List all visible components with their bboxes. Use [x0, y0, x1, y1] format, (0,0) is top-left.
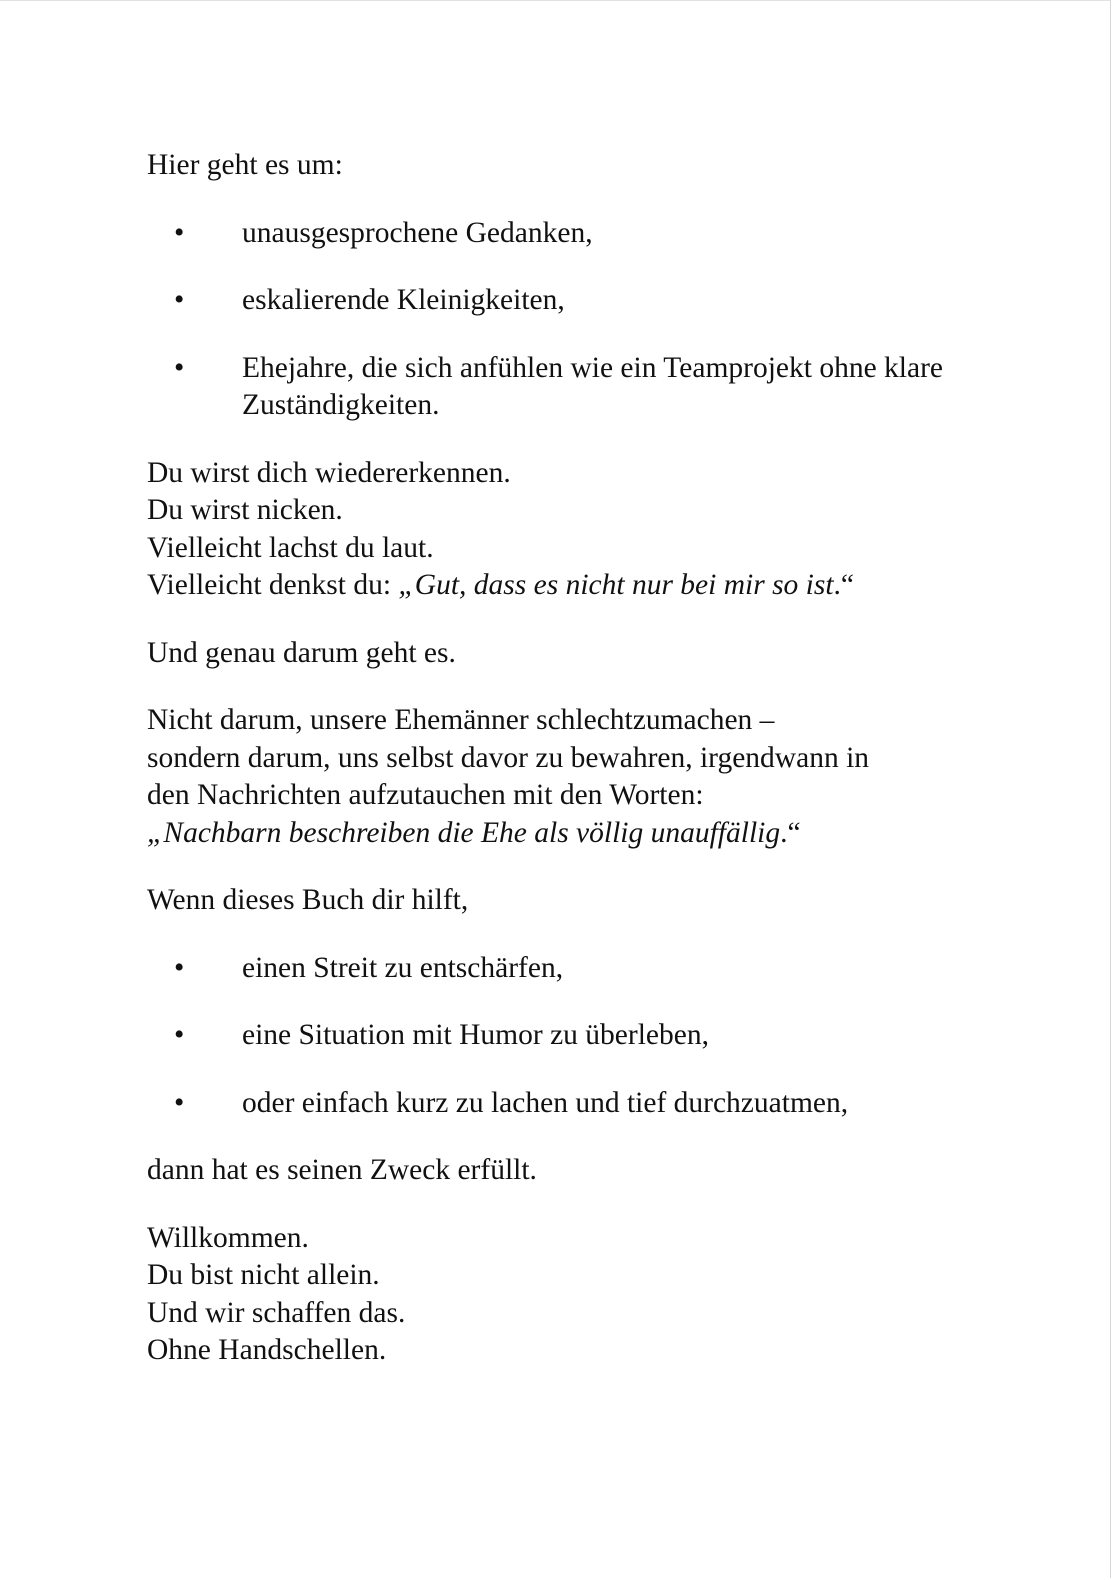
- recognition-quote: „Gut, dass es nicht nur bei mir so ist: [398, 569, 834, 601]
- intro-heading: Hier geht es um:: [147, 149, 343, 181]
- closing-line-3: Und wir schaffen das.: [147, 1296, 406, 1329]
- list-item: • eine Situation mit Humor zu überleben,: [147, 1017, 947, 1055]
- help-conclusion: dann hat es seinen Zweck erfüllt.: [147, 1154, 537, 1186]
- purpose-line-2: sondern darum, uns selbst davor zu bewahren, irgendwann in: [147, 741, 870, 774]
- recognition-line-4-prefix: Vielleicht denkst du:: [147, 569, 399, 601]
- point-paragraph: Und genau darum geht es.: [147, 636, 456, 669]
- closing-line-2: Du bist nicht allein.: [147, 1259, 380, 1291]
- purpose-line-3: den Nachrichten aufzutauchen mit den Worten:: [147, 779, 704, 811]
- recognition-line-4: [147, 567, 947, 605]
- closing-line-4: Ohne Handschellen.: [147, 1334, 387, 1366]
- purpose-line-1: Nicht darum, unsere Ehemänner schlechtzumachen –: [147, 704, 775, 736]
- intro-bullet-list: [147, 215, 947, 425]
- closing-paragraph: [147, 1220, 947, 1370]
- purpose-quote-line: [147, 815, 947, 853]
- recognition-paragraph: [147, 455, 947, 605]
- recognition-quote-end: .“: [833, 569, 855, 601]
- list-item: • oder einfach kurz zu lachen und tief durchzuatmen,: [147, 1085, 947, 1123]
- page-body: [147, 147, 947, 1370]
- recognition-line-1: Du wirst dich wiedererkennen.: [147, 456, 511, 489]
- recognition-line-3: Vielleicht lachst du laut.: [147, 531, 434, 564]
- help-heading: Wenn dieses Buch dir hilft,: [147, 884, 469, 916]
- purpose-paragraph: [147, 702, 947, 852]
- purpose-quote: „Nachbarn beschreiben die Ehe als völlig unauffällig: [147, 816, 781, 849]
- list-item: • unausgesprochene Gedanken,: [147, 215, 947, 253]
- purpose-quote-end: .“: [780, 816, 801, 849]
- list-item: • eskalierende Kleinigkeiten,: [147, 282, 947, 320]
- recognition-line-2: Du wirst nicken.: [147, 494, 343, 526]
- help-bullet-list: [147, 950, 947, 1123]
- list-item: • Ehejahre, die sich anfühlen wie ein Teamprojekt ohne klare Zuständigkeiten.: [147, 350, 947, 425]
- closing-line-1: Willkommen.: [147, 1221, 309, 1254]
- list-item: • einen Streit zu entschärfen,: [147, 950, 947, 988]
